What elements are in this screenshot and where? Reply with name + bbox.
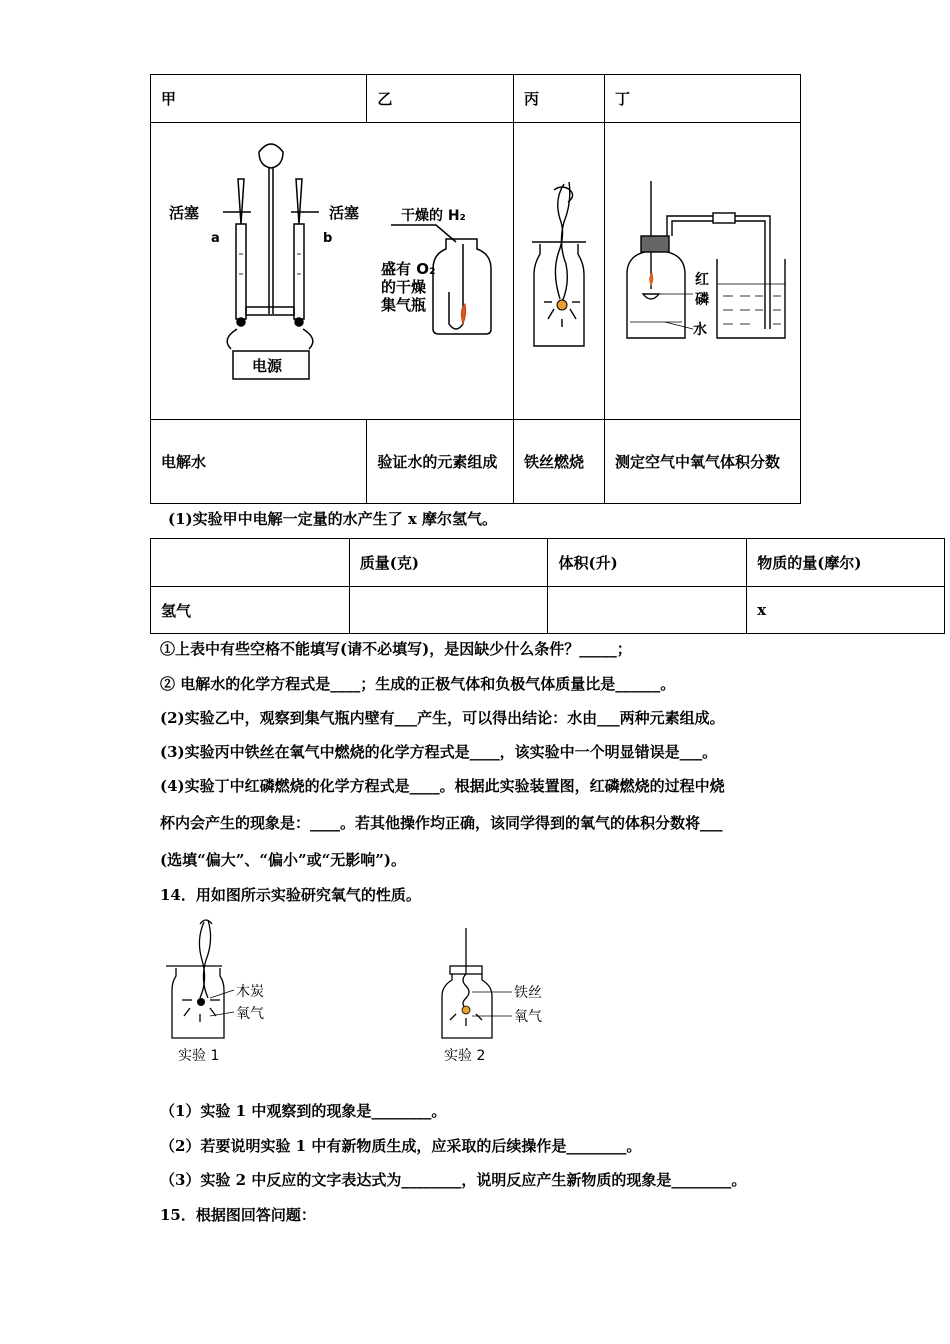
header-yi: 乙 xyxy=(367,75,514,123)
experiment-table xyxy=(150,74,801,504)
stopper-left-label: 活塞 xyxy=(169,203,200,222)
dry-h2-label: 干燥的 H₂ xyxy=(401,207,466,224)
phosphorus-label: 磷 xyxy=(695,291,709,308)
row-hydrogen: 氢气 xyxy=(151,587,350,634)
hydrogen-table xyxy=(150,538,945,634)
caption-bing: 铁丝燃烧 xyxy=(514,420,605,504)
question-13-4: (3)实验丙中铁丝在氧气中燃烧的化学方程式是____，该实验中一个明显错误是___。 xyxy=(160,743,718,761)
red-label: 红 xyxy=(695,271,709,288)
cell-moles: x xyxy=(747,587,945,634)
electrolysis-and-verify-figure xyxy=(151,124,513,419)
question-13-1: ①上表中有些空格不能填写(请不必填写)，是因缺少什么条件？_____； xyxy=(160,640,632,658)
stopper-right-label: 活塞 xyxy=(329,203,360,222)
figure-ding-cell xyxy=(605,123,801,420)
power-label: 电源 xyxy=(252,356,283,375)
question-13-6: 杯内会产生的现象是：____。若其他操作均正确，该同学得到的氧气的体积分数将___ xyxy=(160,814,723,832)
figure-bing-cell xyxy=(514,123,605,420)
bottle-label-1: 盛有 O₂ xyxy=(381,259,436,278)
header-jia: 甲 xyxy=(151,75,367,123)
question-13-7: (选填“偏大”、“偏小”或“无影响”)。 xyxy=(160,851,406,869)
figure-jia-yi-cell xyxy=(151,123,514,420)
oxygen-volume-figure xyxy=(605,124,800,419)
oxygen-label-1: 氧气 xyxy=(236,1006,264,1022)
caption-yi: 验证水的元素组成 xyxy=(367,420,514,504)
experiment-1-label: 实验 1 xyxy=(178,1048,220,1064)
header-bing: 丙 xyxy=(514,75,605,123)
caption-jia: 电解水 xyxy=(151,420,367,504)
tube-a-label: a xyxy=(211,230,220,246)
col-empty xyxy=(151,539,350,587)
question-15-title: 15．根据图回答问题： xyxy=(160,1206,316,1224)
question-14-3: （3）实验 2 中反应的文字表达式为________，说明反应产生新物质的现象是________。 xyxy=(160,1171,747,1189)
question-1-intro: (1)实验甲中电解一定量的水产生了 x 摩尔氢气。 xyxy=(168,510,498,528)
bottle-label-2: 的干燥 xyxy=(381,277,427,296)
question-13-3: (2)实验乙中，观察到集气瓶内壁有___产生，可以得出结论：水由___两种元素组成。 xyxy=(160,709,725,727)
electrolysis-apparatus xyxy=(223,144,319,379)
iron-wire-label: 铁丝 xyxy=(514,985,542,1001)
charcoal-label: 木炭 xyxy=(236,984,264,1000)
bottle-label-3: 集气瓶 xyxy=(381,295,427,314)
experiment-1-apparatus xyxy=(166,920,234,1038)
col-volume: 体积(升) xyxy=(548,539,747,587)
oxygen-property-figure xyxy=(160,910,560,1070)
caption-ding: 测定空气中氧气体积分数 xyxy=(605,420,801,504)
question-13-2: ② 电解水的化学方程式是____；生成的正极气体和负极气体质量比是______。 xyxy=(160,675,676,693)
experiment-2-label: 实验 2 xyxy=(444,1048,486,1064)
oxygen-label-2: 氧气 xyxy=(514,1009,542,1025)
cell-mass xyxy=(349,587,548,634)
tube-b-label: b xyxy=(323,230,333,246)
question-14-2: （2）若要说明实验 1 中有新物质生成，应采取的后续操作是________。 xyxy=(160,1137,642,1155)
col-moles: 物质的量(摩尔) xyxy=(747,539,945,587)
header-ding: 丁 xyxy=(605,75,801,123)
question-13-5: (4)实验丁中红磷燃烧的化学方程式是____。根据此实验装置图，红磷燃烧的过程中烧 xyxy=(160,777,725,795)
water-label: 水 xyxy=(693,321,707,338)
question-14-1: （1）实验 1 中观察到的现象是________。 xyxy=(160,1102,447,1120)
col-mass: 质量(克) xyxy=(349,539,548,587)
cell-volume xyxy=(548,587,747,634)
iron-burning-figure xyxy=(514,124,604,419)
experiment-2-apparatus xyxy=(442,928,512,1038)
question-14-title: 14．用如图所示实验研究氧气的性质。 xyxy=(160,886,421,904)
